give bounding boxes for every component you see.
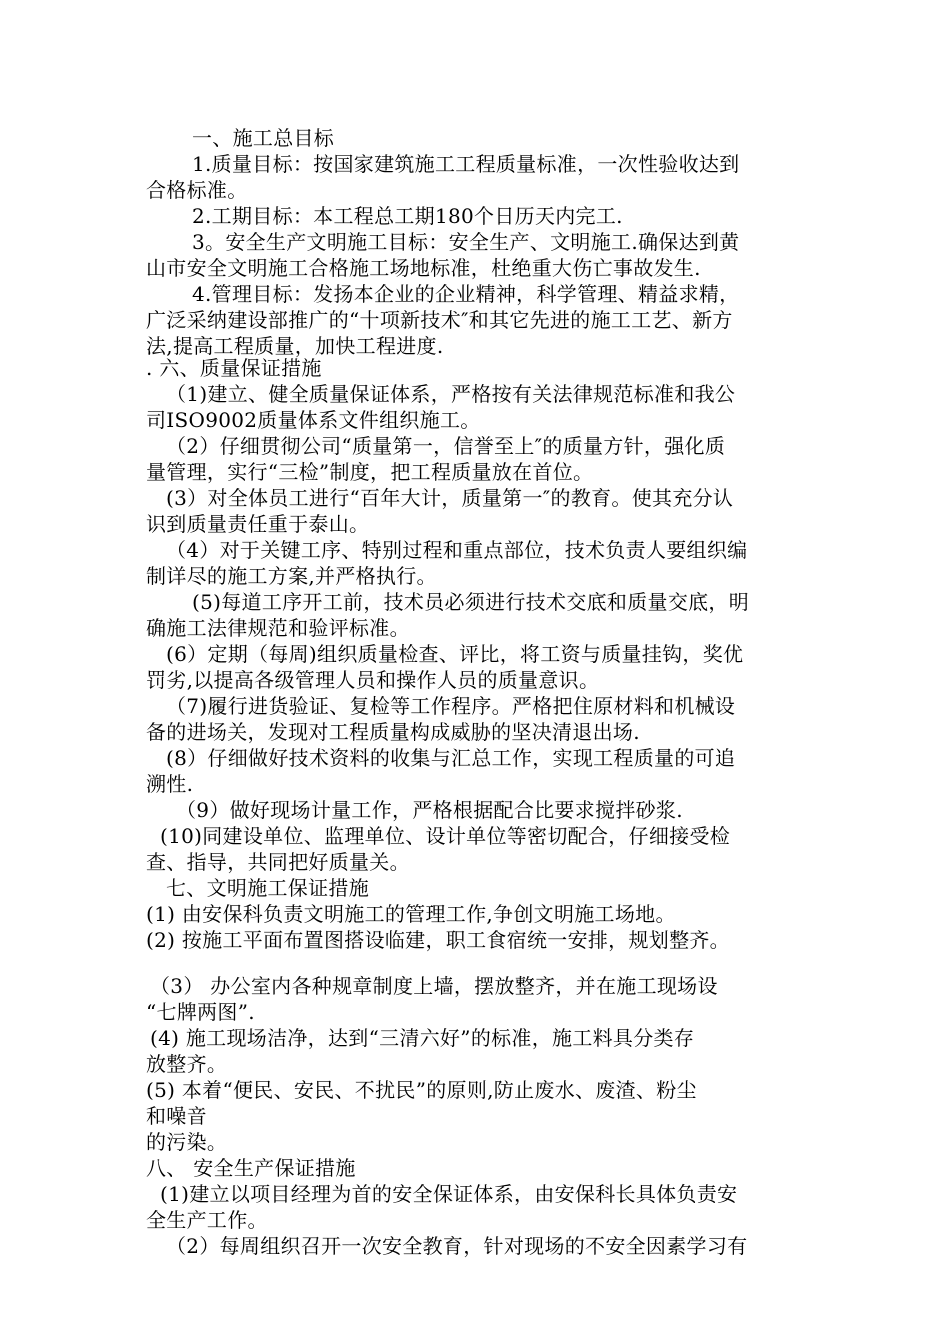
- text-line: 查、指导，共同把好质量关。: [146, 850, 410, 874]
- text-line: 4.管理目标：发扬本企业的企业精神，科学管理、精益求精，: [192, 282, 740, 306]
- text-line: (10)同建设单位、监理单位、设计单位等密切配合，仔细接受检: [160, 824, 731, 848]
- text-line: 溯性.: [146, 772, 194, 796]
- text-line: 全生产工作。: [146, 1208, 268, 1232]
- text-line: 备的进场关，发现对工程质量构成威胁的坚决清退出场.: [146, 720, 640, 744]
- text-line: （9）做好现场计量工作，严格根据配合比要求搅拌砂浆.: [176, 798, 683, 822]
- text-line: (5) 本着“便民、安民、不扰民”的原则,防止废水、废渣、粉尘: [146, 1078, 697, 1102]
- text-line: (2) 按施工平面布置图搭设临建，职工食宿统一安排，规划整齐。: [146, 928, 730, 952]
- text-line: （7)履行进货验证、复检等工作程序。严格把住原材料和机械设: [166, 694, 736, 718]
- text-line: （4）对于关键工序、特别过程和重点部位，技术负责人要组织编: [166, 538, 748, 562]
- text-line: 和噪音: [146, 1104, 207, 1128]
- text-line: (3）对全体员工进行“百年大计，质量第一″的教育。使其充分认: [166, 486, 734, 510]
- text-line: 制详尽的施工方案,并严格执行。: [146, 564, 437, 588]
- text-line: (8）仔细做好技术资料的收集与汇总工作，实现工程质量的可追: [166, 746, 736, 770]
- text-line: “七牌两图”.: [146, 1000, 255, 1024]
- text-line: (5)每道工序开工前，技术员必须进行技术交底和质量交底，明: [192, 590, 750, 614]
- text-line: 确施工法律规范和验评标准。: [146, 616, 410, 640]
- text-line: 司ISO9002质量体系文件组织施工。: [146, 408, 481, 432]
- heading-1: 一、施工总目标: [192, 126, 335, 150]
- text-line: (4) 施工现场洁净，达到“三清六好”的标准，施工料具分类存: [150, 1026, 695, 1050]
- heading-7: 七、文明施工保证措施: [166, 876, 369, 900]
- text-line: 3。安全生产文明施工目标：安全生产、文明施工.确保达到黄: [192, 230, 740, 254]
- text-line: 2.工期目标：本工程总工期180个日历天内完工.: [192, 204, 623, 228]
- text-line: （2）仔细贯彻公司“质量第一，信誉至上″的质量方针，强化质: [166, 434, 726, 458]
- text-line: 广泛采纳建设部推广的“十项新技术″和其它先进的施工工艺、新方: [146, 308, 733, 332]
- text-line: (6）定期（每周)组织质量检查、评比，将工资与质量挂钩，奖优: [166, 642, 744, 666]
- text-line: 罚劣,以提高各级管理人员和操作人员的质量意识。: [146, 668, 600, 692]
- text-line: （3） 办公室内各种规章制度上墙，摆放整齐，并在施工现场设: [150, 974, 718, 998]
- text-line: (1)建立以项目经理为首的安全保证体系，由安保科长具体负责安: [160, 1182, 738, 1206]
- heading-8: 八、 安全生产保证措施: [146, 1156, 356, 1180]
- text-line: （1)建立、健全质量保证体系，严格按有关法律规范标准和我公: [166, 382, 736, 406]
- text-line: (1) 由安保科负责文明施工的管理工作,争创文明施工场地。: [146, 902, 676, 926]
- text-line: 1.质量目标：按国家建筑施工工程质量标准，一次性验收达到: [192, 152, 740, 176]
- text-line: 山市安全文明施工合格施工场地标准，杜绝重大伤亡事故发生.: [146, 256, 701, 280]
- text-line: 放整齐。: [146, 1052, 228, 1076]
- text-line: 法,提高工程质量，加快工程进度.: [146, 334, 444, 358]
- text-line: （2）每周组织召开一次安全教育，针对现场的不安全因素学习有: [166, 1234, 748, 1258]
- text-line: 量管理，实行“三检”制度，把工程质量放在首位。: [146, 460, 594, 484]
- heading-6: . 六、质量保证措施: [146, 356, 322, 380]
- text-line: 的污染。: [146, 1130, 228, 1154]
- text-line: 识到质量责任重于泰山。: [146, 512, 370, 536]
- text-line: 合格标准。: [146, 178, 248, 202]
